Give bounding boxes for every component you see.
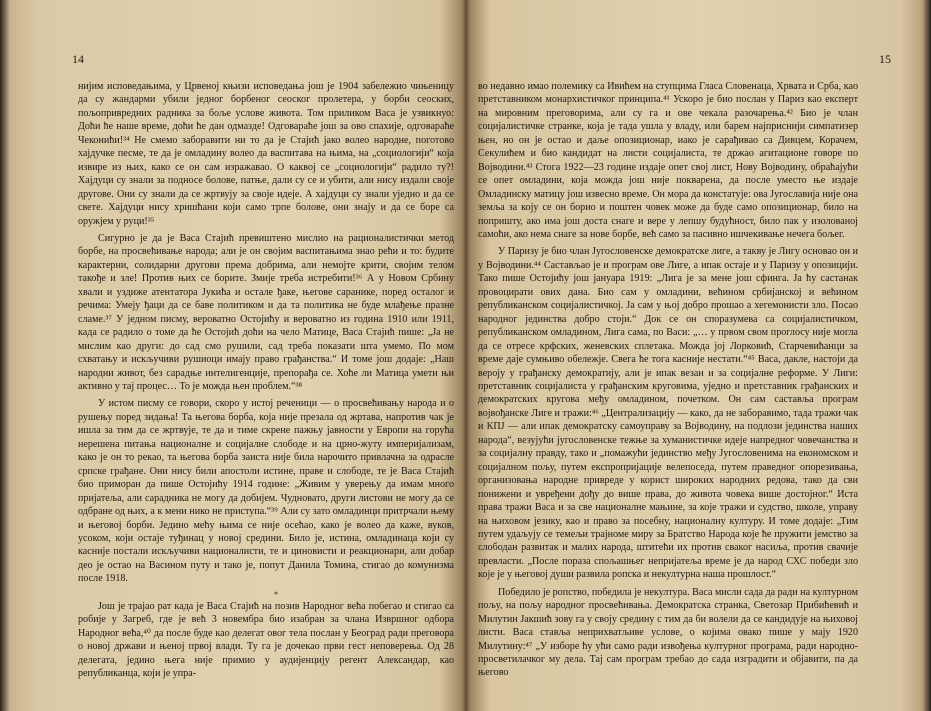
page-number-right: 15 — [879, 52, 891, 66]
paragraph: Победило је ропство, победила је некултура. Васа мисли сада да ради на културном пољу, на пољу народног просвећивања. Демократска странка, Светозар Прибићевић и Милутин Јакшић зову га у своју средину с тим да би волели да се кандидује на њиховој листи. Васа ставља неприхватљиве услове, о којима овако пише у мају 1920 Милутину:⁴⁷ „У изборе ћу ући само ради извођења културног програма, ради народно-просветилачког му дела. Тај сам програм требао до сада изградити и објавити, па да његово — [478, 586, 859, 679]
section-divider: * — [274, 589, 278, 599]
left-page — [0, 0, 465, 711]
right-page — [466, 0, 931, 711]
right-page-text — [478, 80, 858, 680]
paragraph: Још је трајао рат када је Васа Стајић на позив Народног већа побегао и стигао са робије у Загреб, где је већ 3 новембра био изабран за члана Извршног одбора Народног већа,⁴⁰ да после буде као делегат овог тела послан у Београд ради преговора о новој држави и њеној првој влади. Ту га је дочекао први гест неповерења. Од 28 делегата, једино њега није примио у аудијенцију регент Александар, као републиканца, који је упра- — [78, 600, 454, 680]
left-page-text — [78, 80, 454, 680]
page-number-left: 14 — [72, 52, 84, 66]
paragraph: во недавно имао полемику са Ивићем на ступцима Гласа Словенаца, Хрвата и Срба, као претставником монархистичког принципа.⁴¹ Ускоро је био послан у Париз као експерт на мировним преговорима, али су га и ове чекала разочарења.⁴² Био је члан социјалистичке странке, која је тада ушла у владу, или барем најприснији симпатизер њен, но он је остао и даље опозиционар, иако је сарађивао са Дивцем, Корачем, Секулићем и био кандидат на листи социјалиста, те држао агитационе говоре по Војводини.⁴³ Стога 1922—23 године издаје опет свој лист, Нову Војводину, обраћајући се опет омладини, која можда још није покварена, да после уместо ње издаје Омладинску матицу још извесно време. Он мора да констатује: ова Југославија није она земља за коју се он борио и поштен човек може да буде само опозиционар, било на попришту, ако има још доста снаге и вере у лепшу будућност, било пак у изолованој самоћи, ако нема снаге за нове борбе, већ само за пасивно ишчекивање нечега бољег. — [478, 81, 858, 240]
paragraph: нијим исповедањима, у Црвеној књизи исповедања још је 1904 забележио чињеницу да су жандарми убили једног борбеног сеоског пролетера, у борби сеоских, пољопривредних радника за боље услове живота. Том приликом Васа је узвикнуо: Доћи ће наше време, доћи ће дан одмазде! Одговараће још за ово спахије, одговараће Чеконићи!³⁴ Не смемо заборавити ни то да је Стајић јако волео народне, поготово хајдучке песме, те да је омладину волео да васпитава на њима, на „социологији“ која извире из њих, како се он сам изражавао. О каквој се „социологији“ радило ту?! Хајдуци су знали за подносе болове, патње, дали су се и убити, али нису издали своје другове. Они су знали да се жртвују за своје идеје. А хајдуци су знали уједно и да се свете. Хајдуци нису хришћани који само трпе болове, они знају и да се боре са оружјем у руци!³⁵ — [78, 81, 454, 227]
paragraph: У Паризу је био члан Југословенске демократске лиге, а такву је Лигу основао он и у Војводини.⁴⁴ Састављао је и програм ове Лиге, а ипак остаје и у Паризу у опозицији. Тако пише Остојићу још јануара 1919: „Лига је за мене још сфинга. Ја ћу састанак провоцирати ових дана. Био сам у омладини, већином србијанској и већином републиканском социјалистичкој. Ја сам у њој добро прошао а хегемонисти зло. Посао народног јединства добро стоји.“ Док се он споразумева са социјалистичком, републиканском омладином, Лига сама, по Васи: „… у првом свом проглосу није могла да се отресе крфских, женевских сплетака. Можда јој Лорковић, Старчевићанци за време даје сумњиво обележје. Свега ће тога касније нестати.“⁴⁵ Васа, даклe, настоји да вероју у грађанску демократију, али је ипак везан и за социјалне реформе. У Лиги: претставник социјалиста у грађанским круговима, уједно и претставник грађанских и демократских кругова међу омладином, почетком. Он сам саставља програм војвођанске Лиге и тражи:⁴⁶ „Централизацију — како, да не заборавимо, тада тражи чак и КПЈ — али ипак демократску самоуправу за Војводину, на подлози јединства наших народа“, везујући југословенске тежње за хуманистичке идеје напредног човечанства и за социјалну правду, тако и „помажући јединство међу Југословенима на економском и социјалном пољу, путем експропријације велепоседа, путем праведног опорезивања, организовања народне привреде у корист широких народних редова, тако да сви понижени и увређени дођу до више права, до живота човека више достојног.“ Иста права тражи Васа и за све националне мањине, за које тражи и судство, школе, управу на њиховом језику, као и право за посебну, националну културу. И томе додаје: „Тим путем удаљују се темељи трајноме миру за Братство Народа које ће пружити јемство за слободан развитак и малих народа, штитећи их против сваког насиља, против свачије превласти. „После пораза спољашњег непријатеља време је да народ СХС победи зло које је у његовој души развила ропска и некултурна наша прошлост.“ — [478, 246, 858, 581]
paragraph: Сигурно је да је Васа Стајић превиштено мислио на рационалистички метод борбе, на просвећивање народа; али је он својим васпитањима знао рећи и то: будите карактерни, солидарни другови према добрима, али немојте крити, својим телом такође и зле! Против њих се борите. Змије треба истребити!³⁶ А у Новом Србину хвали и уздиже атентатора Јукића и остале ђаке, његове саранике, поред осталог и речима: Умеју ђаци да се баве политиком и да та политика не буде млађење празне сламе.³⁷ У једном писму, вероватно Остојићу и вероватно из година 1910 или 1911, када се радило о томе да ће Остојић доћи на чело Матице, Васа Стајић пише: „Ја не мислим као други: до сад смо рушили, сад треба показати шта умемо. По мом схватању и искључиви рушиоци имају право грађанства.“ И томе још додаје: „Наш народни живот, без сарадње интелигенције, препорађа се. Хоће ли Матица умети њи активно у тај процес… То је можда њен проблем.“³⁸ — [78, 232, 454, 392]
paragraph: У истом писму се говори, скоро у истој реченици — о просвећивању народа и о рушењу поред зидања! Та његова борба, која није презала од жртава, напротив чак је ишла за тим да се жртвује, те да и тиме скрене пажњу јавности у Европи на горућа нерешена питања националне и социјалне слободе и на црно-жуту империјализам, како је он то рекао, та његова борба заиста није била нарочито привлачна за одрасле српске грађане. Они нису били апостоли истине, праве и слободе, те је Васа Стајић био приморан да пише Остојићу 1914 године: „Живим у уверењу да имам много пријатеља, али сарадника не могу да добијем. Чудновато, други листови не могу да се одбране од њих, а к мени нико не приступа.“³⁹ Али су зато омладинци притрчали њему и његовој борби. Једино мећу њима се није осећао, како је волео да каже, вуков, усоком, који остаје туђинац у новој средини. Било је, истина, омладинаца који су касније постали искључиви националисти, те и циновисти и реакционари, али добар део је остао на Васином путу и тако је, попут Данила Томина, стигао до комунизма после 1918. — [78, 398, 454, 585]
